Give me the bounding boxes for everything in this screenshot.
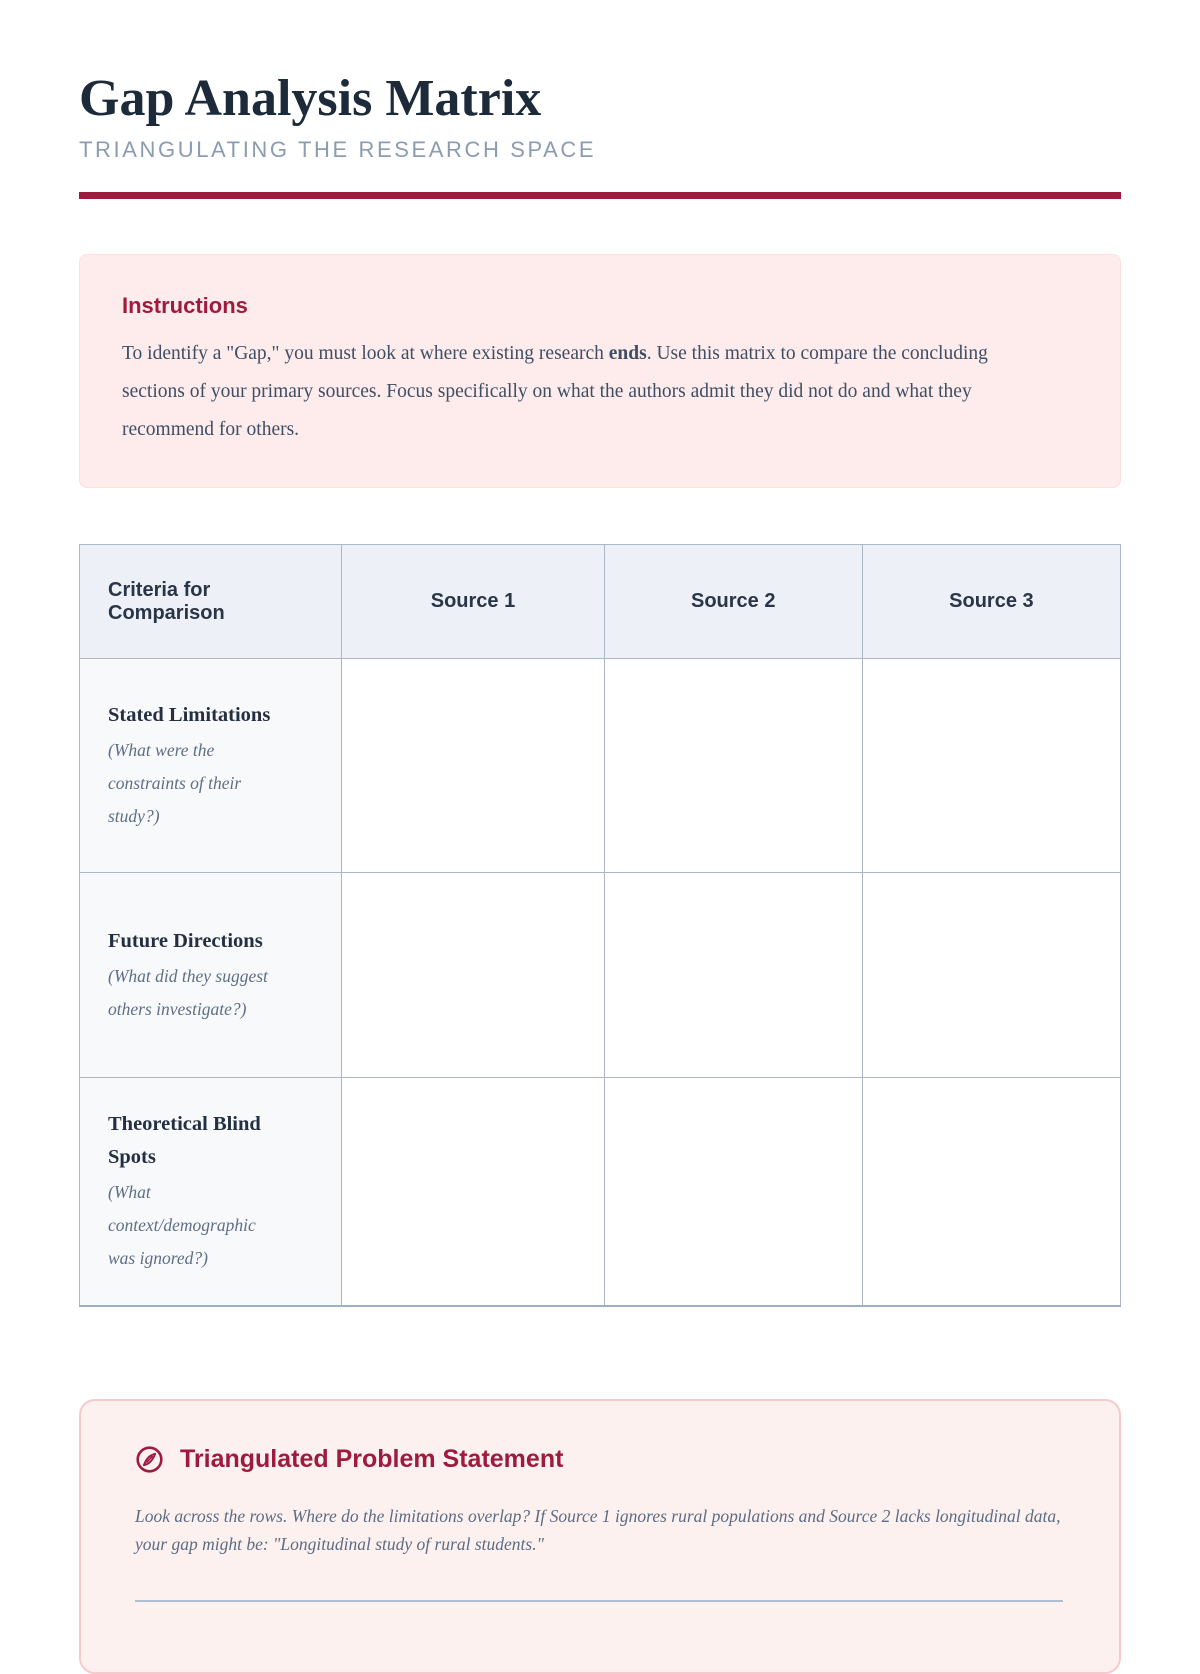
answer-writing-line [135, 1600, 1063, 1602]
matrix-cell [342, 1078, 604, 1307]
problem-statement-heading: Triangulated Problem Statement [180, 1445, 564, 1474]
problem-statement-callout [79, 1399, 1121, 1674]
row-hint: (What did they suggest others investigate?) [108, 965, 268, 1019]
column-header-source-3: Source 3 [862, 545, 1120, 659]
problem-statement-header [135, 1445, 1063, 1474]
row-hint: (What context/demographic was ignored?) [108, 1182, 256, 1269]
row-label: Stated Limitations [108, 703, 271, 726]
page-subtitle: TRIANGULATING THE RESEARCH SPACE [79, 137, 597, 163]
row-label-cell [80, 1078, 342, 1307]
page-title: Gap Analysis Matrix [79, 70, 542, 127]
gap-analysis-table [79, 544, 1121, 1307]
matrix-cell [342, 873, 604, 1078]
column-header-criteria: Criteria for Comparison [80, 545, 342, 659]
matrix-cell [604, 659, 862, 873]
instructions-text-bold: ends [608, 343, 647, 365]
row-label: Theoretical Blind Spots [108, 1113, 261, 1169]
instructions-text-before: To identify a "Gap," you must look at where existing research [122, 343, 609, 365]
instructions-text-after: . Use this matrix to compare the concluding sections of your primary sources. Focus specifically on what the authors admit they did not do and what they recommend for others. [122, 343, 988, 441]
table-row-future-directions [80, 873, 1121, 1078]
instructions-callout [79, 254, 1121, 488]
row-label-cell [80, 659, 342, 873]
matrix-cell [862, 659, 1120, 873]
matrix-cell [604, 1078, 862, 1307]
row-label: Future Directions [108, 929, 263, 952]
problem-statement-hint: Look across the rows. Where do the limitations overlap? If Source 1 ignores rural populations and Source 2 lacks longitudinal data, your gap might be: "Longitudinal study of rural students." [135, 1506, 1061, 1555]
matrix-cell [604, 873, 862, 1078]
row-hint: (What were the constraints of their study?) [108, 739, 242, 826]
accent-divider [79, 192, 1121, 199]
instructions-body [122, 335, 1028, 449]
table-row-stated-limitations [80, 659, 1121, 873]
table-header-row [80, 545, 1121, 659]
row-label-cell [80, 873, 342, 1078]
instructions-heading: Instructions [122, 293, 248, 319]
matrix-cell [862, 1078, 1120, 1307]
matrix-cell [342, 659, 604, 873]
matrix-cell [862, 873, 1120, 1078]
compass-icon [135, 1445, 164, 1474]
table-row-theoretical-blind-spots [80, 1078, 1121, 1307]
column-header-source-2: Source 2 [604, 545, 862, 659]
column-header-source-1: Source 1 [342, 545, 604, 659]
